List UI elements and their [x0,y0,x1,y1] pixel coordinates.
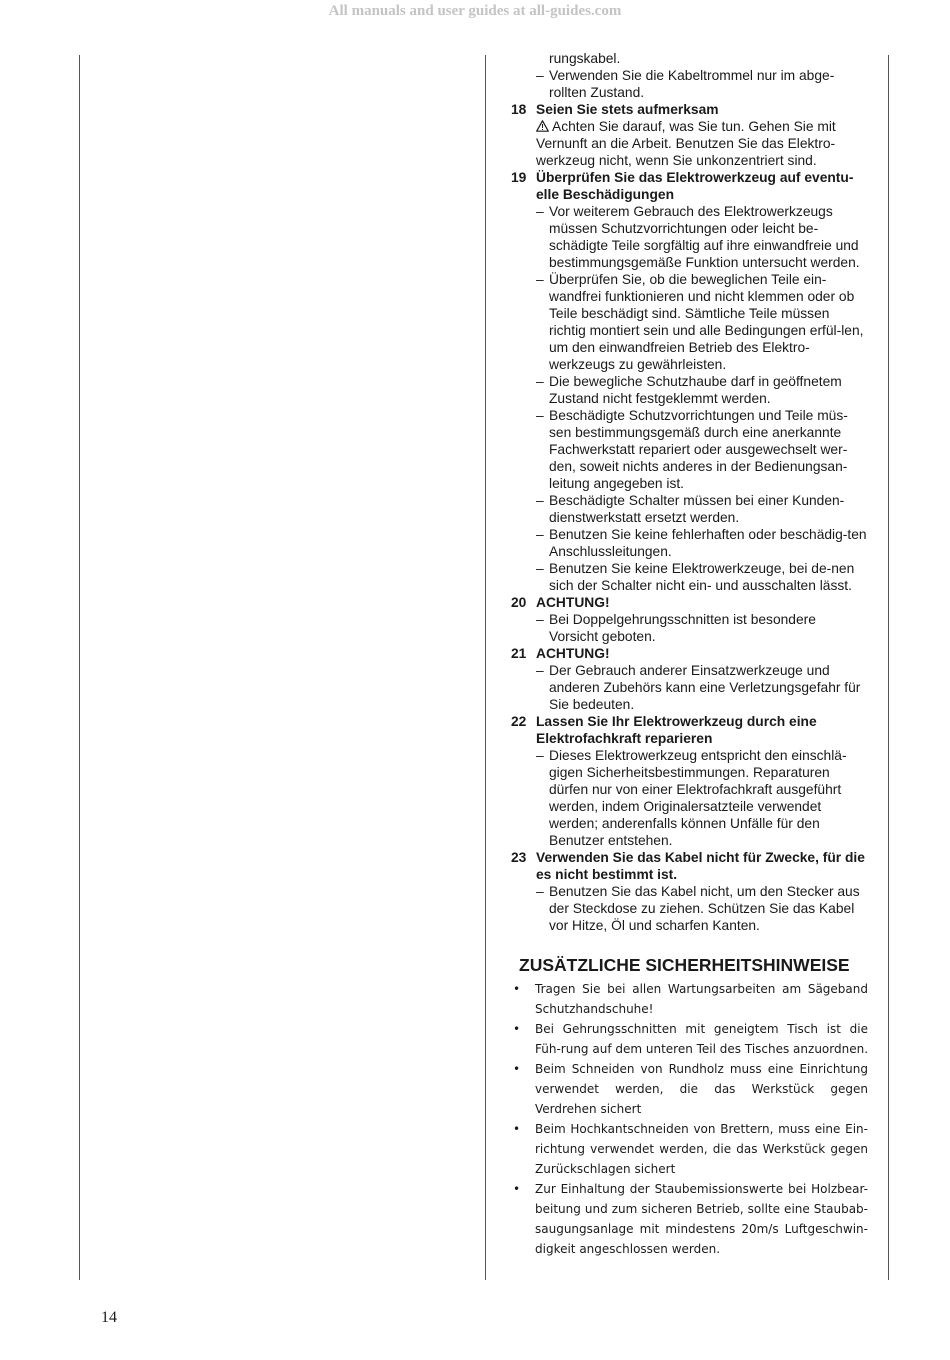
sub-item [511,883,868,934]
safety-item [511,713,868,849]
sub-item [511,407,868,492]
bullet-item [511,1019,868,1059]
item-number: 23 [511,850,527,865]
item-body [511,118,868,169]
bullet-dot: • [513,1022,521,1036]
continued-text: rungskabel. [549,51,621,66]
bullet-dot: • [513,1182,521,1196]
item-heading: Überprüfen Sie das Elektrowerkzeug auf eventu-elle Beschädigungen [536,170,854,202]
sub-item [511,662,868,713]
column-rule-left [79,55,80,1280]
item-header [511,713,868,747]
bullet-list [511,979,868,1259]
safety-item [511,101,868,169]
bullet-dot: • [513,1122,521,1136]
bullet-text: Beim Hochkantschneiden von Brettern, muss eine Ein-richtung verwendet werden, die das Werkstück gegen Zurückschlagen sichert [535,1122,868,1176]
watermark: All manuals and user guides at all-guides.com [328,3,622,19]
bullet-dot: • [513,1062,521,1076]
dash: – [536,374,544,389]
section-title: ZUSÄTZLICHE SICHERHEITSHINWEISE [519,955,850,975]
sub-item-text: Beschädigte Schalter müssen bei einer Kunden-dienstwerkstatt ersetzt werden. [549,493,845,525]
sub-item [511,526,868,560]
item-number: 18 [511,102,527,117]
item-number: 20 [511,595,527,610]
sub-item [511,747,868,849]
item-header [511,101,868,118]
sub-item-text: Verwenden Sie die Kabeltrommel nur im abge-rollten Zustand. [549,68,835,100]
dash: – [536,68,544,83]
dash: – [536,272,544,287]
item-header [511,849,868,883]
sub-item [511,271,868,373]
bullet-item [511,979,868,1019]
sub-item-text: Vor weiterem Gebrauch des Elektrowerkzeugs müssen Schutzvorrichtungen oder leicht be-schädigte Teile sorgfältig auf ihre einwandfreie und bestimmungsgemäße Funktion untersucht werden. [549,204,860,270]
bullet-dot: • [513,982,521,996]
dash: – [536,612,544,627]
sub-item [511,373,868,407]
bullet-text: Zur Einhaltung der Staubemissionswerte bei Holzbear-beitung und zum sicheren Betrieb, sollte eine Staubab-saugungsanlage mit mindestens 20m/s Luftgeschwin-digkeit angeschlossen werden. [535,1182,868,1256]
bullet-item [511,1119,868,1179]
item-body-text: Achten Sie darauf, was Sie tun. Gehen Sie mit Vernunft an die Arbeit. Benutzen Sie das Elektro-werkzeug nicht, wenn Sie unkonzentriert sind. [536,119,836,168]
item-number: 22 [511,714,527,729]
dash: – [536,408,544,423]
item-heading: ACHTUNG! [536,646,610,661]
dash: – [536,493,544,508]
column-rule-middle [485,55,486,1280]
bullet-text: Bei Gehrungsschnitten mit geneigtem Tisch ist die Füh-rung auf dem unteren Teil des Tisches anzuordnen. [535,1022,869,1056]
sub-item-text: Benutzen Sie das Kabel nicht, um den Stecker aus der Steckdose zu ziehen. Schützen Sie das Kabel vor Hitze, Öl und scharfen Kanten. [549,884,860,933]
item-heading: Lassen Sie Ihr Elektrowerkzeug durch eine Elektrofachkraft reparieren [536,714,817,746]
sub-item-text: Bei Doppelgehrungsschnitten ist besondere Vorsicht geboten. [549,612,816,644]
item-number: 21 [511,646,527,661]
sub-item-text: Benutzen Sie keine Elektrowerkzeuge, bei de-nen sich der Schalter nicht ein- und ausschalten lässt. [549,561,855,593]
sub-item-text: Die bewegliche Schutzhaube darf in geöffnetem Zustand nicht festgeklemmt werden. [549,374,842,406]
warning-triangle-icon [536,119,549,131]
item-header [511,594,868,611]
numbered-items [511,101,868,934]
bullet-item [511,1179,868,1259]
sub-item [511,203,868,271]
dash: – [536,527,544,542]
sub-item [511,560,868,594]
dash: – [536,561,544,576]
sub-item [511,611,868,645]
sub-item [511,492,868,526]
dash: – [536,663,544,678]
item-header [511,645,868,662]
continued-sub-item [511,67,868,101]
safety-item [511,594,868,645]
sub-item-text: Der Gebrauch anderer Einsatzwerkzeuge und anderen Zubehörs kann eine Verletzungsgefahr für Sie bedeuten. [549,663,861,712]
item-header [511,169,868,203]
item-number: 19 [511,170,527,185]
sub-item-text: Überprüfen Sie, ob die beweglichen Teile ein-wandfrei funktionieren und nicht klemmen oder ob Teile beschädigt sind. Sämtliche Teile müssen richtig montiert sein und alle Bedingungen erfül-len, um den einwandfreien Betrieb des Elektro-werkzeugs zu gewährleisten. [549,272,864,372]
dash: – [536,204,544,219]
bullet-text: Beim Schneiden von Rundholz muss eine Einrichtung verwendet werden, die das Werkstück gegen Verdrehen sichert [535,1062,868,1116]
sub-item-text: Dieses Elektrowerkzeug entspricht den einschlä-gigen Sicherheitsbestimmungen. Reparaturen dürfen nur von einer Elektrofachkraft ausgeführt werden, indem Originalersatzteile verwendet werden; anderenfalls können Unfälle für den Benutzer entstehen. [549,748,847,848]
bullet-item [511,1059,868,1119]
safety-item [511,849,868,934]
safety-item [511,645,868,713]
dash: – [536,748,544,763]
column-rule-right [888,55,889,1280]
page-number: 14 [101,1309,117,1326]
safety-item [511,169,868,594]
sub-item-text: Benutzen Sie keine fehlerhaften oder beschädig-ten Anschlussleitungen. [549,527,867,559]
item-heading: ACHTUNG! [536,595,610,610]
item-heading: Seien Sie stets aufmerksam [536,102,719,117]
dash: – [536,884,544,899]
sub-item-text: Beschädigte Schutzvorrichtungen und Teile müs-sen bestimmungsgemäß durch eine anerkannte Fachwerkstatt repariert oder ausgewechselt wer-den, soweit nichts anderes in der Bedienungsan-leitung angegeben ist. [549,408,848,491]
right-column [511,50,868,1259]
bullet-text: Tragen Sie bei allen Wartungsarbeiten am Sägeband Schutzhandschuhe! [535,982,868,1016]
item-heading: Verwenden Sie das Kabel nicht für Zwecke, für die es nicht bestimmt ist. [536,850,865,882]
